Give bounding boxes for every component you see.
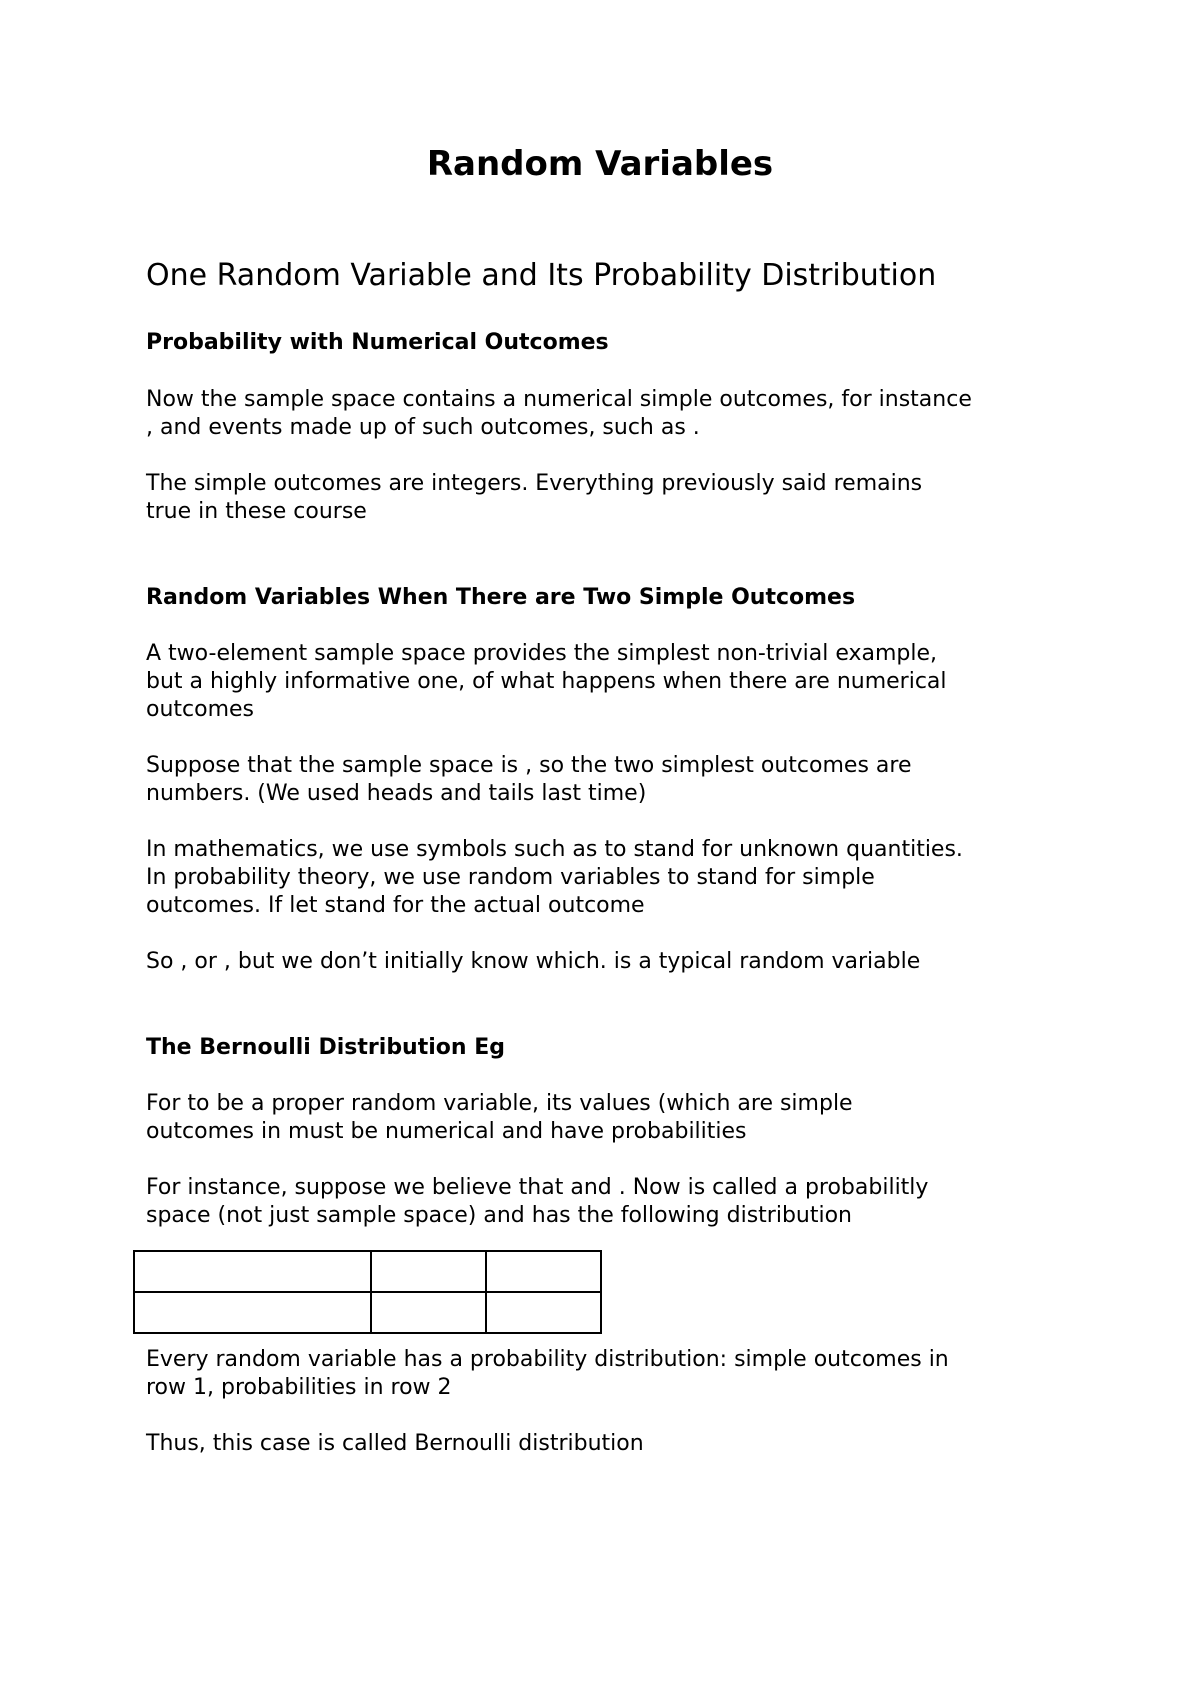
paragraph (146, 1174, 928, 1230)
paragraph (146, 948, 920, 976)
table-row (134, 1251, 601, 1292)
page-title: Random Variables (426, 144, 774, 184)
text-line: but a highly informative one, of what happens when there are numerical (146, 669, 947, 694)
table-cell (486, 1251, 601, 1292)
text-line: For instance, suppose we believe that and . Now is called a probabilitly (146, 1175, 929, 1200)
subsection-heading: Probability with Numerical Outcomes (146, 330, 609, 355)
text-line: row 1, probabilities in row 2 (146, 1375, 452, 1400)
table-cell (371, 1251, 486, 1292)
text-line: outcomes in must be numerical and have probabilities (146, 1119, 747, 1144)
section-heading: One Random Variable and Its Probability Distribution (146, 258, 937, 293)
text-line: outcomes. If let stand for the actual outcome (146, 893, 645, 918)
table-cell (371, 1292, 486, 1333)
paragraph (146, 1430, 644, 1458)
text-line: true in these course (146, 499, 367, 524)
text-line: Now the sample space contains a numerical simple outcomes, for instance (146, 387, 972, 412)
distribution-table (133, 1250, 602, 1334)
text-line: , and events made up of such outcomes, such as . (146, 415, 700, 440)
table-cell (134, 1251, 371, 1292)
text-line: space (not just sample space) and has the following distribution (146, 1203, 852, 1228)
paragraph (146, 386, 972, 442)
paragraph (146, 1346, 949, 1402)
text-line: Every random variable has a probability distribution: simple outcomes in (146, 1347, 949, 1372)
paragraph (146, 640, 947, 724)
paragraph (146, 470, 922, 526)
table-cell (134, 1292, 371, 1333)
paragraph (146, 1090, 853, 1146)
subsection-heading: The Bernoulli Distribution Eg (146, 1035, 505, 1060)
subsection-heading: Random Variables When There are Two Simple Outcomes (146, 585, 856, 610)
paragraph (146, 752, 912, 808)
text-line: The simple outcomes are integers. Everything previously said remains (146, 471, 923, 496)
text-line: outcomes (146, 697, 255, 722)
text-line: In mathematics, we use symbols such as to stand for unknown quantities. (146, 837, 963, 862)
text-line: Thus, this case is called Bernoulli distribution (146, 1431, 644, 1456)
table-row (134, 1292, 601, 1333)
text-line: numbers. (We used heads and tails last time) (146, 781, 647, 806)
text-line: A two-element sample space provides the simplest non-trivial example, (146, 641, 938, 666)
table-cell (486, 1292, 601, 1333)
paragraph (146, 836, 963, 920)
text-line: Suppose that the sample space is , so the two simplest outcomes are (146, 753, 912, 778)
text-line: So , or , but we don’t initially know which. is a typical random variable (146, 949, 921, 974)
text-line: In probability theory, we use random variables to stand for simple (146, 865, 875, 890)
text-line: For to be a proper random variable, its values (which are simple (146, 1091, 853, 1116)
